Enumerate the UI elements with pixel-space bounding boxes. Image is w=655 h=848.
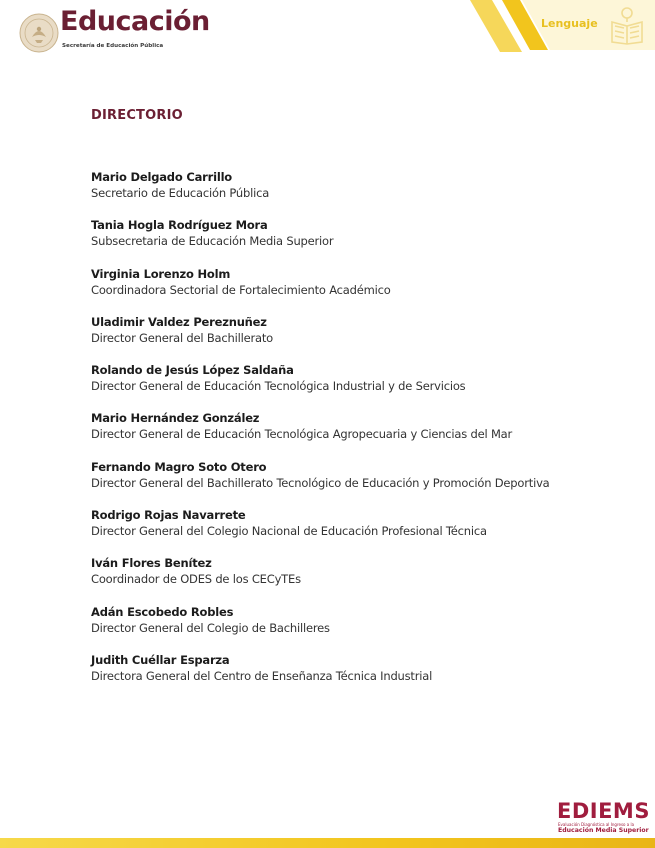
list-item [91, 652, 591, 700]
person-role: Director General del Bachillerato Tecnológico de Educación y Promoción Deportiva [91, 475, 550, 490]
footer-bar [0, 838, 655, 848]
page-header [0, 0, 655, 60]
brand-title: Educación [60, 6, 210, 37]
book-icon [606, 4, 648, 46]
list-item [91, 217, 591, 265]
brand-subtitle: Secretaría de Educación Pública [62, 43, 164, 49]
list-item [91, 314, 591, 362]
list-item [91, 362, 591, 410]
person-name: Uladimir Valdez Pereznuñez [91, 314, 267, 329]
list-item [91, 459, 591, 507]
ediems-logo [557, 801, 649, 835]
person-role: Secretario de Educación Pública [91, 186, 270, 200]
ediems-logo-line1: Evaluación Diagnóstica al Ingreso a la [558, 822, 635, 827]
person-name: Virginia Lorenzo Holm [91, 266, 231, 281]
list-item [91, 507, 591, 555]
person-name: Mario Delgado Carrillo [91, 170, 233, 184]
national-seal-icon [19, 13, 59, 53]
person-role: Director General del Bachillerato [91, 330, 273, 345]
list-item [91, 555, 591, 603]
person-name: Rolando de Jesús López Saldaña [91, 363, 294, 378]
person-role: Coordinadora Sectorial de Fortalecimiento Académico [91, 282, 391, 297]
person-name: Adán Escobedo Robles [91, 604, 234, 619]
subject-label: Lenguaje [541, 17, 598, 30]
directory-list [91, 169, 591, 700]
page-title: DIRECTORIO [91, 108, 183, 123]
list-item [91, 410, 591, 458]
list-item [91, 266, 591, 314]
person-name: Tania Hogla Rodríguez Mora [91, 218, 268, 233]
list-item [91, 604, 591, 652]
ediems-logo-title: EDIEMS [557, 799, 650, 823]
person-role: Subsecretaria de Educación Media Superior [91, 234, 334, 249]
list-item [91, 169, 591, 217]
person-name: Judith Cuéllar Esparza [91, 652, 230, 667]
person-name: Iván Flores Benítez [91, 556, 212, 571]
ediems-logo-line2: Educación Media Superior [558, 827, 649, 834]
person-name: Fernando Magro Soto Otero [91, 459, 267, 474]
person-name: Rodrigo Rojas Navarrete [91, 508, 246, 523]
person-role: Director General del Colegio de Bachilleres [91, 620, 330, 635]
person-role: Coordinador de ODES de los CECyTEs [91, 572, 301, 587]
person-role: Directora General del Centro de Enseñanza Técnica Industrial [91, 668, 433, 683]
person-role: Director General del Colegio Nacional de Educación Profesional Técnica [91, 524, 487, 539]
person-role: Director General de Educación Tecnológica Agropecuaria y Ciencias del Mar [91, 427, 513, 442]
person-role: Director General de Educación Tecnológica Industrial y de Servicios [91, 379, 466, 394]
person-name: Mario Hernández González [91, 411, 260, 426]
